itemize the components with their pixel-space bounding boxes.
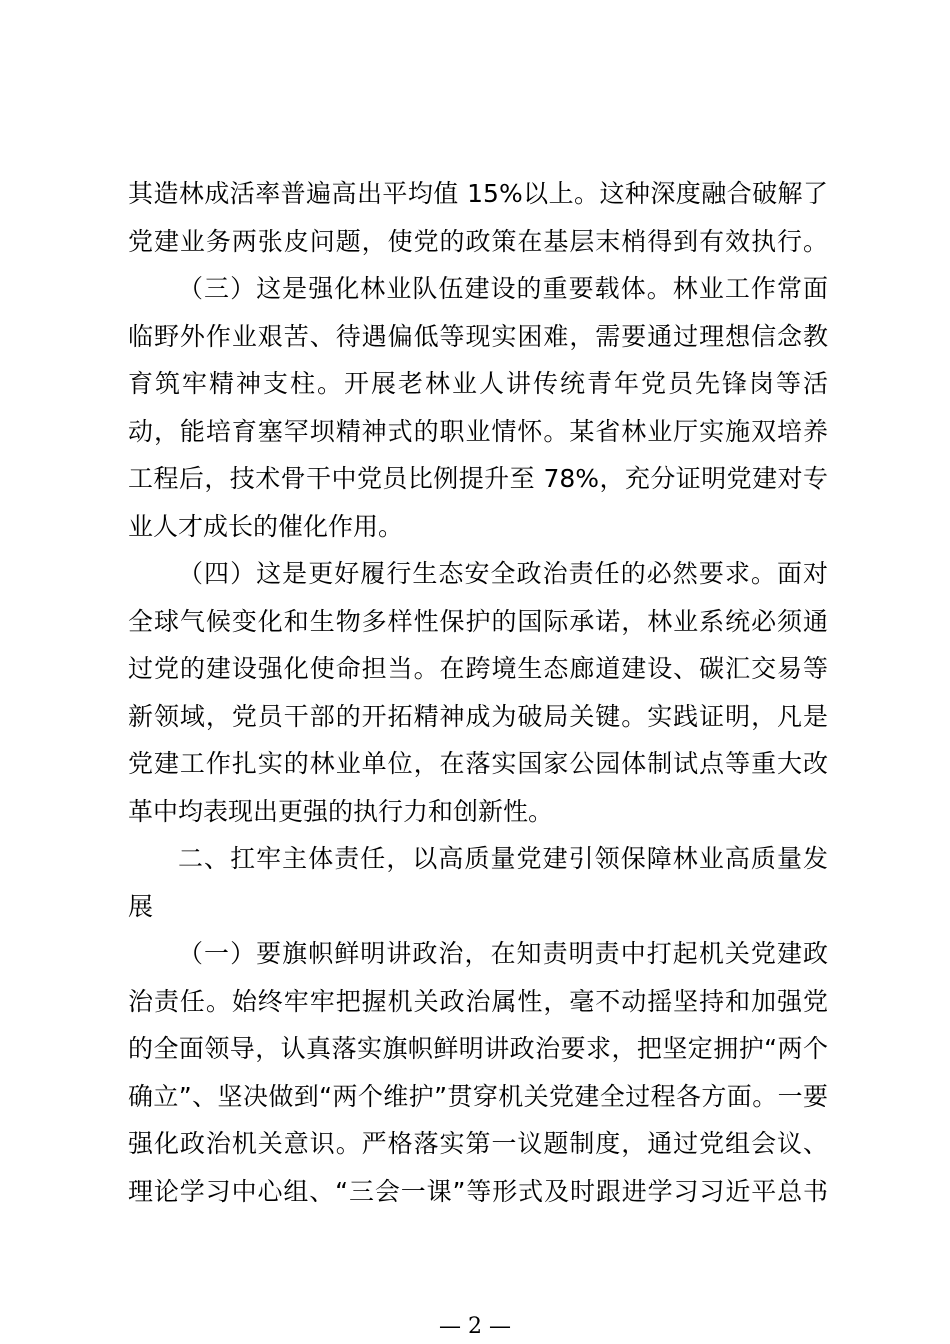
section-heading-two (128, 835, 828, 930)
text-line: 育筑牢精神支柱。开展老林业人讲传统青年党员先锋岗等活 (128, 369, 828, 398)
text-line: 强化政治机关意识。严格落实第一议题制度，通过党组会议、 (128, 1129, 828, 1158)
text-line: 业人才成长的催化作用。 (128, 511, 404, 541)
text-line: 其造林成活率普遍高出平均值 15%以上。这种深度融合破解了 (128, 179, 828, 208)
text-line: （四）这是更好履行生态安全政治责任的必然要求。面对 (178, 559, 828, 588)
text-line: （一）要旗帜鲜明讲政治，在知责明责中打起机关党建政 (178, 939, 828, 968)
text-line: 党建业务两张皮问题，使党的政策在基层末梢得到有效执行。 (128, 226, 828, 256)
paragraph-section-three (128, 265, 828, 550)
text-line: 革中均表现出更强的执行力和创新性。 (128, 796, 554, 826)
paragraph-subsection-one (128, 930, 828, 1215)
text-line: 工程后，技术骨干中党员比例提升至 78%，充分证明党建对专 (128, 464, 828, 493)
text-line: 临野外作业艰苦、待遇偏低等现实困难，需要通过理想信念教 (128, 321, 828, 351)
text-line: 党建工作扎实的林业单位，在落实国家公园体制试点等重大改 (128, 749, 828, 778)
text-line: 治责任。始终牢牢把握机关政治属性，毫不动摇坚持和加强党 (128, 986, 828, 1016)
text-line: 过党的建设强化使命担当。在跨境生态廊道建设、碳汇交易等 (128, 654, 828, 683)
text-line: （三）这是强化林业队伍建设的重要载体。林业工作常面 (178, 274, 828, 303)
paragraph-continued (128, 170, 828, 265)
body-text (128, 170, 828, 1215)
text-line: 动，能培育塞罕坝精神式的职业情怀。某省林业厅实施双培养 (128, 416, 828, 446)
heading-line: 二、扛牢主体责任，以高质量党建引领保障林业高质量发 (178, 844, 828, 873)
text-line: 新领域，党员干部的开拓精神成为破局关键。实践证明，凡是 (128, 701, 828, 731)
text-line: 确立”、坚决做到“两个维护”贯穿机关党建全过程各方面。一要 (128, 1081, 828, 1111)
text-line: 理论学习中心组、“三会一课”等形式及时跟进学习习近平总书 (128, 1176, 828, 1206)
text-line: 全球气候变化和生物多样性保护的国际承诺，林业系统必须通 (128, 606, 828, 636)
paragraph-section-four (128, 550, 828, 835)
page-number: — 2 — (439, 1314, 511, 1339)
heading-line: 展 (128, 891, 154, 921)
text-line: 的全面领导，认真落实旗帜鲜明讲政治要求，把坚定拥护“两个 (128, 1034, 828, 1063)
